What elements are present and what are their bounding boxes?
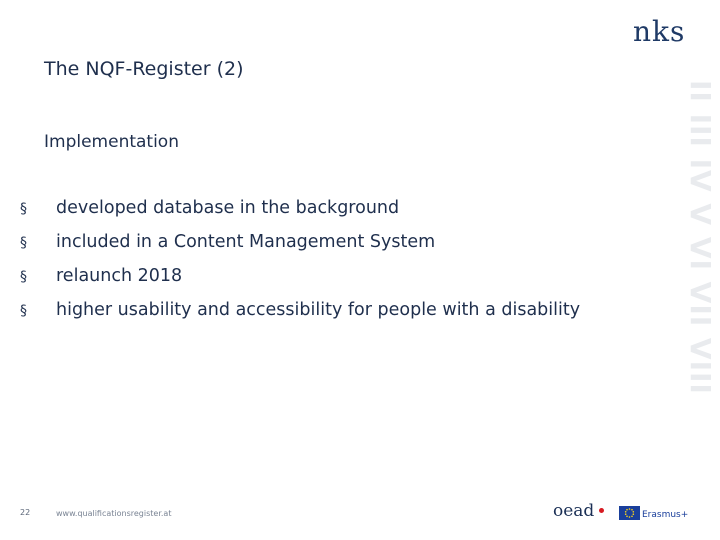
erasmus-plus-label: Erasmus+ <box>642 510 689 520</box>
bullet-text: higher usability and accessibility for people with a disability <box>56 300 581 320</box>
bullet-item <box>20 198 580 232</box>
bullet-item <box>20 266 580 300</box>
roman-numeral-text: II III IV V VI VII VIII <box>684 80 717 395</box>
page-number: 22 <box>20 508 31 517</box>
bullet-marker: § <box>20 303 27 319</box>
section-subtitle: Implementation <box>44 132 179 152</box>
oead-logo: oead <box>553 501 595 521</box>
bullet-item <box>20 300 580 334</box>
bullet-marker: § <box>20 201 27 217</box>
slide-title: The NQF-Register (2) <box>44 58 244 80</box>
bullet-marker: § <box>20 235 27 251</box>
bullet-marker: § <box>20 269 27 285</box>
bullet-list <box>20 198 580 334</box>
eu-flag-icon <box>619 506 640 520</box>
roman-numeral-strip <box>684 80 717 510</box>
bullet-text: included in a Content Management System <box>56 232 436 252</box>
footer-url: www.qualificationsregister.at <box>56 509 172 518</box>
bullet-item <box>20 232 580 266</box>
oead-logo-dot-icon <box>599 508 604 513</box>
nks-logo: nks <box>633 15 686 48</box>
bullet-text: developed database in the background <box>56 198 400 218</box>
bullet-text: relaunch 2018 <box>56 266 183 286</box>
